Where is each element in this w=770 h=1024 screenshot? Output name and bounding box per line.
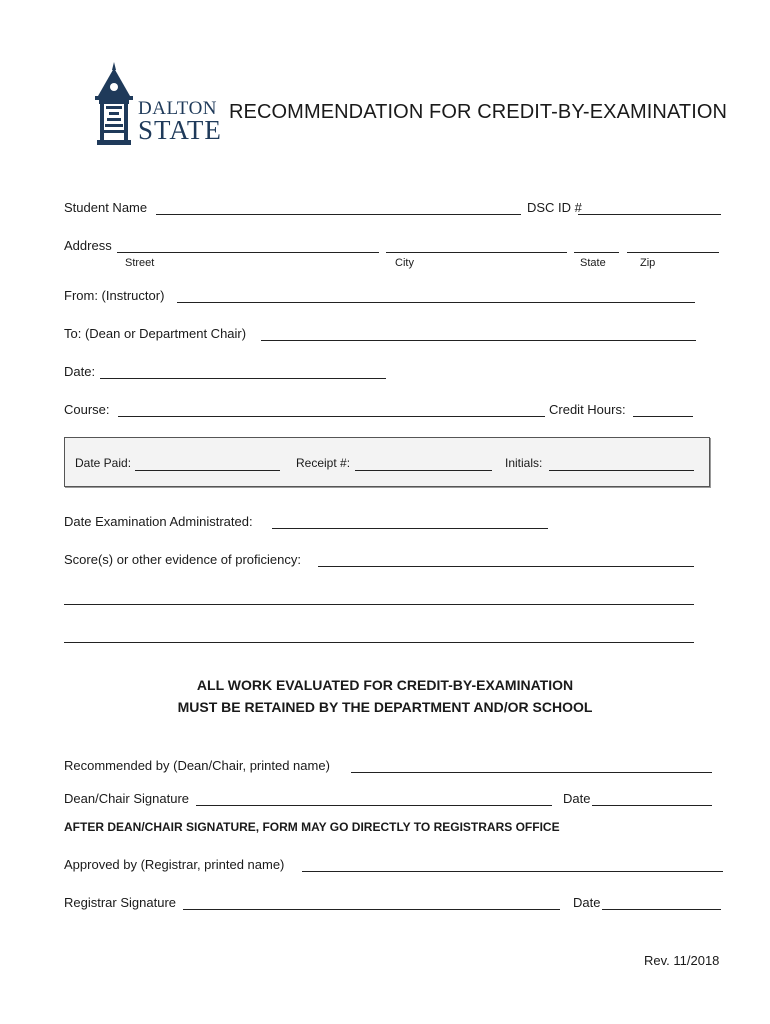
payment-box (64, 437, 710, 487)
from-instructor-label: From: (Instructor) (64, 288, 165, 303)
revision-label: Rev. 11/2018 (644, 953, 720, 968)
registrar-signature-label: Registrar Signature (64, 895, 176, 910)
notice-line-2: MUST BE RETAINED BY THE DEPARTMENT AND/OR SCHOOL (177, 699, 593, 715)
date-administrated-label: Date Examination Administrated: (64, 514, 253, 529)
clock-tower-icon (92, 62, 136, 146)
date-administrated-field[interactable] (272, 528, 548, 529)
credit-hours-label: Credit Hours: (549, 402, 626, 417)
student-name-label: Student Name (64, 200, 148, 215)
state-caption: State (580, 257, 606, 269)
dsc-id-label: DSC ID # (527, 200, 582, 215)
date-paid-field[interactable] (135, 470, 280, 471)
logo (92, 62, 222, 147)
score-field-line-2[interactable] (64, 604, 694, 605)
street-field[interactable] (117, 252, 379, 253)
course-field[interactable] (118, 416, 545, 417)
page-title: RECOMMENDATION FOR CREDIT-BY-EXAMINATION (229, 101, 728, 123)
date-label: Date: (64, 364, 96, 379)
student-name-field[interactable] (156, 214, 521, 215)
date-field[interactable] (100, 378, 386, 379)
dean-signature-label: Dean/Chair Signature (64, 791, 190, 806)
receipt-label: Receipt #: (296, 456, 351, 470)
score-field-line-3[interactable] (64, 642, 694, 643)
recommended-by-field[interactable] (351, 772, 712, 773)
initials-field[interactable] (549, 470, 694, 471)
registrar-date-label: Date (573, 895, 601, 910)
score-field[interactable] (318, 566, 694, 567)
notice-line-1: ALL WORK EVALUATED FOR CREDIT-BY-EXAMINATION (196, 677, 574, 693)
zip-caption: Zip (640, 257, 656, 269)
street-caption: Street (125, 257, 155, 269)
from-instructor-field[interactable] (177, 302, 695, 303)
to-dean-field[interactable] (261, 340, 696, 341)
approved-by-field[interactable] (302, 871, 723, 872)
state-field[interactable] (574, 252, 619, 253)
recommended-by-label: Recommended by (Dean/Chair, printed name) (64, 758, 330, 773)
dean-signature-field[interactable] (196, 805, 552, 806)
dean-date-label: Date (563, 791, 591, 806)
logo-line1: DALTON (138, 98, 218, 119)
address-label: Address (64, 238, 112, 253)
credit-hours-field[interactable] (633, 416, 693, 417)
city-field[interactable] (386, 252, 567, 253)
dsc-id-field[interactable] (578, 214, 721, 215)
to-dean-label: To: (Dean or Department Chair) (64, 326, 247, 341)
date-paid-label: Date Paid: (75, 456, 132, 470)
logo-line2: STATE (138, 115, 222, 145)
approved-by-label: Approved by (Registrar, printed name) (64, 857, 285, 872)
initials-label: Initials: (505, 456, 543, 470)
registrar-date-field[interactable] (602, 909, 721, 910)
receipt-field[interactable] (355, 470, 492, 471)
after-signature-note: AFTER DEAN/CHAIR SIGNATURE, FORM MAY GO DIRECTLY TO REGISTRARS OFFICE (64, 820, 560, 834)
city-caption: City (395, 257, 414, 269)
dean-date-field[interactable] (592, 805, 712, 806)
score-label: Score(s) or other evidence of proficiency: (64, 552, 301, 567)
course-label: Course: (64, 402, 110, 417)
registrar-signature-field[interactable] (183, 909, 560, 910)
zip-field[interactable] (627, 252, 719, 253)
